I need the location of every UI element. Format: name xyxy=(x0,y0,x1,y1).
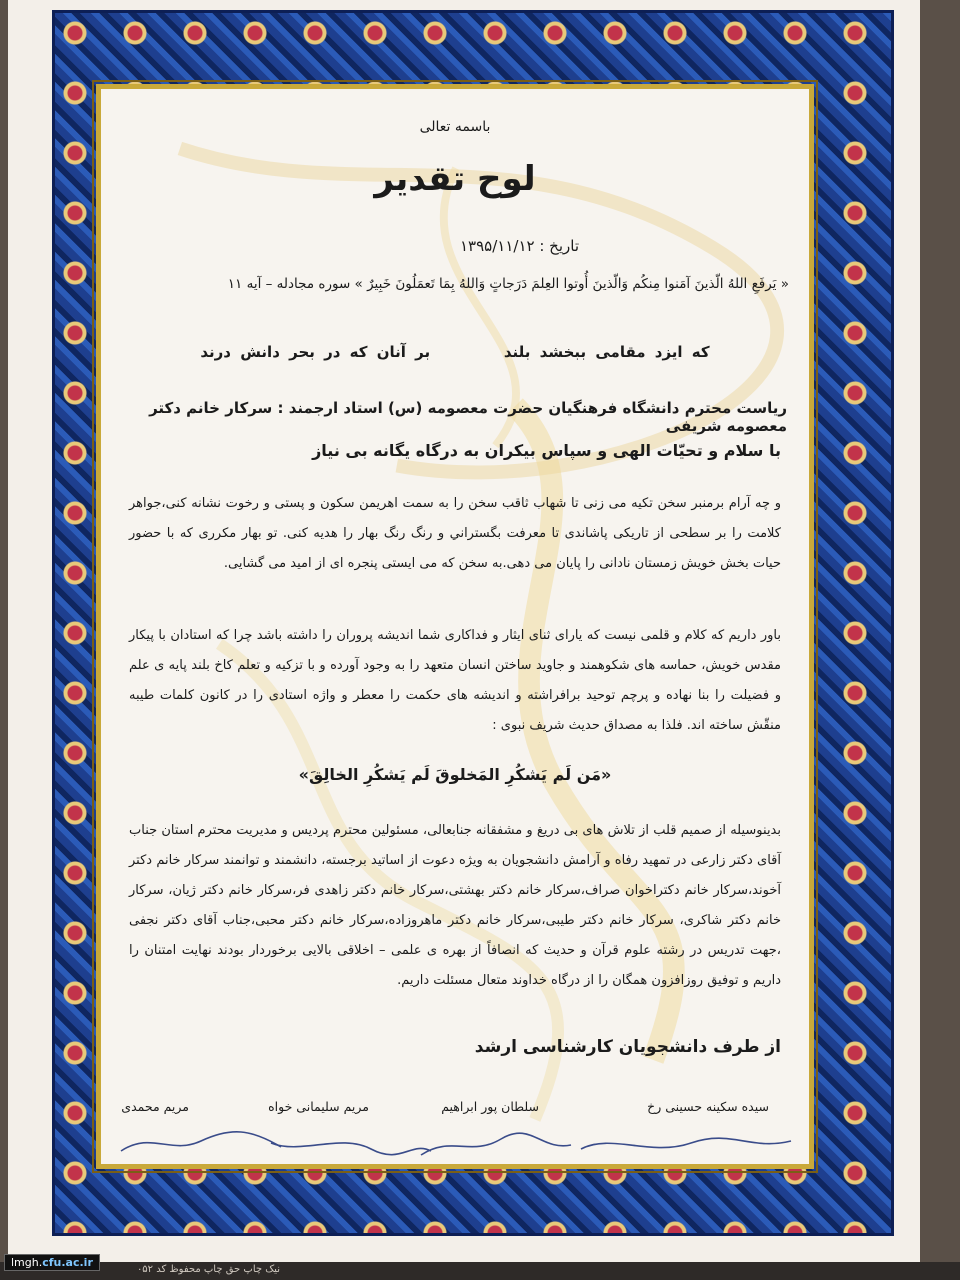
recipient-line: ریاست محترم دانشگاه فرهنگیان حضرت معصومه (س) استاد ارجمند : سرکار خانم دکتر معصومه شریفی xyxy=(149,399,787,435)
print-note: نیک چاپ حق چاپ محفوظ کد ۰۵۲ xyxy=(136,1264,280,1275)
basmala: باسمه تعالی xyxy=(419,119,491,135)
badge-prefix: lmgh. xyxy=(11,1256,43,1269)
badge-suffix: cfu.ac.ir xyxy=(42,1256,93,1269)
certificate-date: تاریخ : ۱۳۹۵/۱۱/۱۲ xyxy=(460,237,579,255)
signers-row xyxy=(121,1099,789,1123)
paragraph-1: و چه آرام برمنبر سخن تکیه می زنی تا شهاب ثاقب سخن را به سمت اهریمن سکون و پستی و رخوت نشانه کنی،جواهر کلامت را بر سطحی از تاریکی پاشاندی تا معرفت بگستراني و رنگ رنگ بهار را هدیه کنی. تو بهار مکرری که با حضور حیات بخش خویش زمستان نادانی را پایان می دهی.به سخن که می ایستی پنجره ای از امید می گشایی. xyxy=(129,496,781,571)
quran-verse: « يَرفَعِ اللهُ الّذينَ آمَنوا مِنكُم وَالّذينَ أُوتوا العِلمَ دَرَجاتٍ وَاللهُ بِمَا تَعمَلُونَ خَبِيرٌ » سوره مجادله – آیه ۱۱ xyxy=(227,276,789,292)
watermark-badge xyxy=(4,1254,100,1271)
signer-2: سلطان پور ابراهیم xyxy=(441,1099,539,1114)
certificate-title: لوح تقدیر xyxy=(374,159,536,199)
signer-3: مریم سلیمانی خواه xyxy=(268,1099,369,1114)
certificate-body xyxy=(96,84,814,1169)
signer-1: سیده سکینه حسینی رخ xyxy=(647,1099,769,1114)
paragraph-3: بدینوسیله از صمیم قلب از تلاش های بی دریغ و مشفقانه جنابعالی، مسئولین محترم پردیس و مدیریت محترم استان جناب آقای دکتر زارعی در تمهید رفاه و آرامش دانشجویان به ویژه دعوت از اساتید برجسته، دانشمند و توانمند سرکار خانم دکتر آخوند،سرکار خانم دکتراخوان صراف،سرکار خانم دکتر بهشتی،سرکار خانم دکتر زاهدی فر،سرکار خانم دکتر ژیان، سرکار خانم دکتر شاکری، سرکار خانم دکتر طیبی،سرکار خانم دکتر ماهروزاده،سرکار خانم دکتر محبی،جناب آقای دکتر نجفی ،جهت تدریس در رشته علوم قرآن و حدیث که انصافاً از بهره ی علمی – اخلاقی بالایی برخوردار بودند نهایت امتنان را داریم و توفیق روزافزون همگان را از درگاه خداوند متعال مسئلت داریم. xyxy=(129,823,781,988)
poem-second-hemistich: بر آنان که در بحر دانش درند xyxy=(200,343,431,361)
print-footer xyxy=(0,1262,960,1280)
poem-line xyxy=(101,343,809,361)
poem-first-hemistich: که ایزد مقامی ببخشد بلند xyxy=(503,343,710,361)
paragraph-2: باور داریم که کلام و قلمی نیست که یارای ثنای ایثار و فداکاری شما اندیشه پروران را داشته باشد چرا که استادان با پیکار مقدس خویش، حماسه های شکوهمند و جاوید ساختن انسان متعهد را به وجود آورده و با تزکیه و تعلم کاخ بلند پایه ی علم و فضیلت را بنا نهاده و پرچم توحید برافراشته و اندیشه های حکمت را معطر و واژه استادی را در کانون کلمات طیبه منقّش ساخته اند. فلذا به مصداق حدیث شریف نبوی : xyxy=(129,628,781,733)
certificate-sheet xyxy=(8,0,920,1262)
signer-4: مریم محمدی xyxy=(121,1099,189,1114)
signatures xyxy=(111,1121,801,1161)
greeting-line: با سلام و تحیّات الهی و سپاس بیکران به درگاه یگانه بی نیاز xyxy=(312,441,781,460)
sender-line: از طرف دانشجویان کارشناسی ارشد xyxy=(474,1037,781,1057)
hadith-quote: «مَن لَم یَشکُرِ المَخلوقَ لَم یَشکُرِ الخالِقَ» xyxy=(298,765,612,784)
